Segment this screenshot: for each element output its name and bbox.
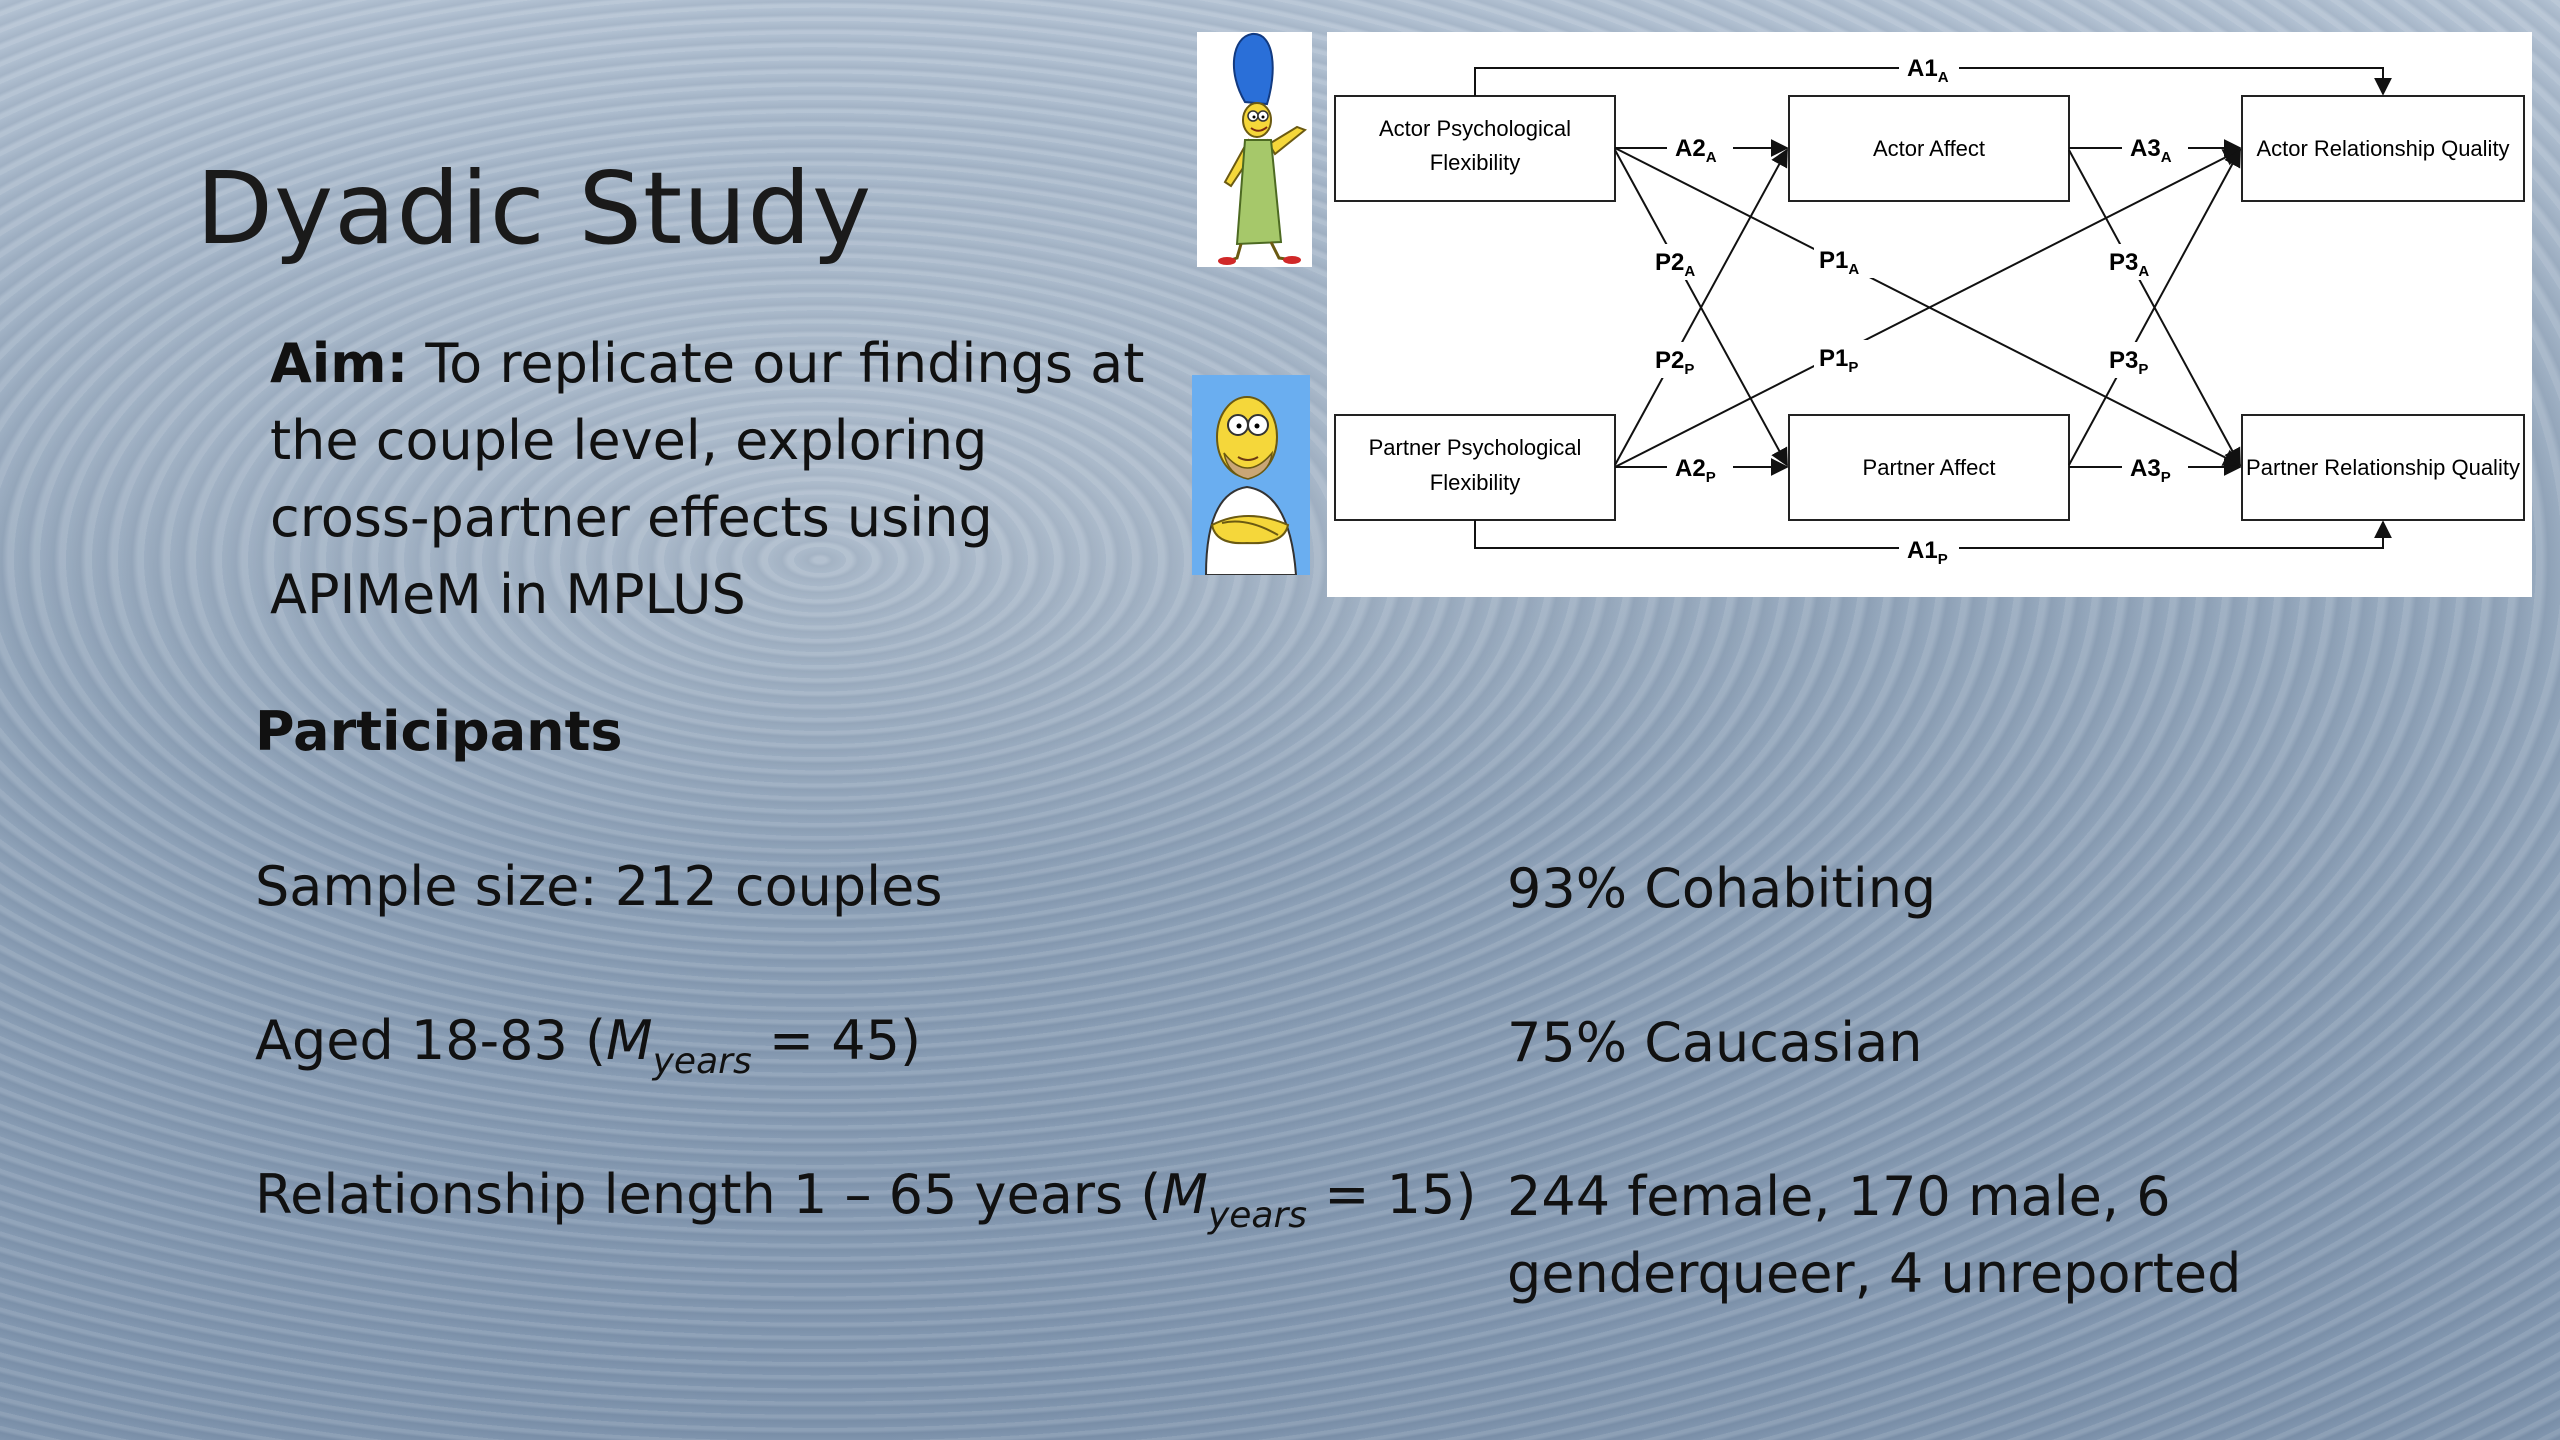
label-p1-actor <box>1814 242 1874 278</box>
node-partner-affect <box>1789 415 2069 520</box>
relationship-length-text <box>255 1156 1476 1254</box>
age-range-text <box>255 1002 921 1100</box>
svg-text:Partner Psychological: Partner Psychological <box>1368 435 1582 460</box>
aim-paragraph <box>270 325 1150 633</box>
label-p3-partner <box>2103 342 2165 378</box>
length-prefix: Relationship length 1 – 65 years ( <box>255 1163 1162 1226</box>
svg-text:Actor Affect: Actor Affect <box>1872 136 1986 161</box>
svg-text:P3P: $P3_P$ <box>2109 347 2149 378</box>
label-a3-partner <box>2122 450 2188 486</box>
label-p1-partner <box>1814 340 1874 376</box>
label-p2-actor <box>1649 244 1711 280</box>
sample-size-text: Sample size: 212 couples <box>255 855 943 918</box>
homer-character-icon <box>1192 375 1310 575</box>
marge-character-icon <box>1197 32 1312 267</box>
label-a3-actor <box>2122 130 2188 166</box>
label-a2-partner <box>1667 450 1733 486</box>
label-a1-actor <box>1899 50 1959 86</box>
node-actor-relationship-quality <box>2242 96 2524 201</box>
svg-text:P2A: $P2_A$ <box>1655 249 1696 280</box>
svg-text:A1P: $A1_P$ <box>1907 537 1948 568</box>
caucasian-text: 75% Caucasian <box>1507 1011 1923 1074</box>
svg-text:Flexibility: Flexibility <box>1429 470 1521 495</box>
node-partner-relationship-quality <box>2242 415 2524 520</box>
gender-line-1: 244 female, 170 male, 6 <box>1507 1165 2171 1228</box>
apimem-path-diagram <box>1327 32 2532 597</box>
node-actor-affect <box>1789 96 2069 201</box>
age-suffix: = 45) <box>751 1009 922 1072</box>
node-actor-psychological-flexibility <box>1335 96 1615 201</box>
cohabiting-text: 93% Cohabiting <box>1507 857 1937 920</box>
participants-heading: Participants <box>255 700 623 763</box>
label-a1-partner <box>1899 532 1959 568</box>
length-mean-subscript: years <box>1207 1195 1308 1236</box>
svg-text:A2P: $A2_P$ <box>1675 455 1716 486</box>
svg-text:P1P: $P1_P$ <box>1819 345 1859 376</box>
length-mean-symbol: M <box>1161 1163 1208 1226</box>
node-partner-psychological-flexibility <box>1335 415 1615 520</box>
gender-breakdown-text <box>1507 1158 2241 1312</box>
svg-text:A1A: $A1_A$ <box>1907 55 1949 86</box>
svg-text:P1A: $P1_A$ <box>1819 247 1860 278</box>
gender-line-2: genderqueer, 4 unreported <box>1507 1242 2242 1305</box>
age-mean-subscript: years <box>652 1041 752 1082</box>
age-prefix: Aged 18-83 ( <box>255 1009 607 1072</box>
label-p3-actor <box>2103 244 2165 280</box>
length-suffix: = 15) <box>1307 1163 1477 1226</box>
svg-text:Flexibility: Flexibility <box>1429 150 1521 175</box>
aim-label: Aim: <box>270 332 409 395</box>
label-p2-partner <box>1649 342 1711 378</box>
svg-text:A3P: $A3_P$ <box>2130 455 2171 486</box>
svg-text:Partner Relationship Quality: Partner Relationship Quality <box>2246 455 2520 480</box>
label-a2-actor <box>1667 130 1733 166</box>
svg-text:P2P: $P2_P$ <box>1655 347 1695 378</box>
slide-title: Dyadic Study <box>196 150 873 267</box>
age-mean-symbol: M <box>606 1009 653 1072</box>
aim-text: To replicate our findings at the couple level, exploring cross-partner effects using APIMeM in MPLUS <box>270 332 1145 626</box>
svg-text:Actor Relationship Quality: Actor Relationship Quality <box>2256 136 2510 161</box>
svg-text:A2A: $A2_A$ <box>1675 135 1717 166</box>
svg-text:P3A: $P3_A$ <box>2109 249 2150 280</box>
svg-text:Partner Affect: Partner Affect <box>1862 455 1996 480</box>
svg-text:Actor Psychological: Actor Psychological <box>1379 116 1571 141</box>
svg-text:A3A: $A3_A$ <box>2130 135 2172 166</box>
